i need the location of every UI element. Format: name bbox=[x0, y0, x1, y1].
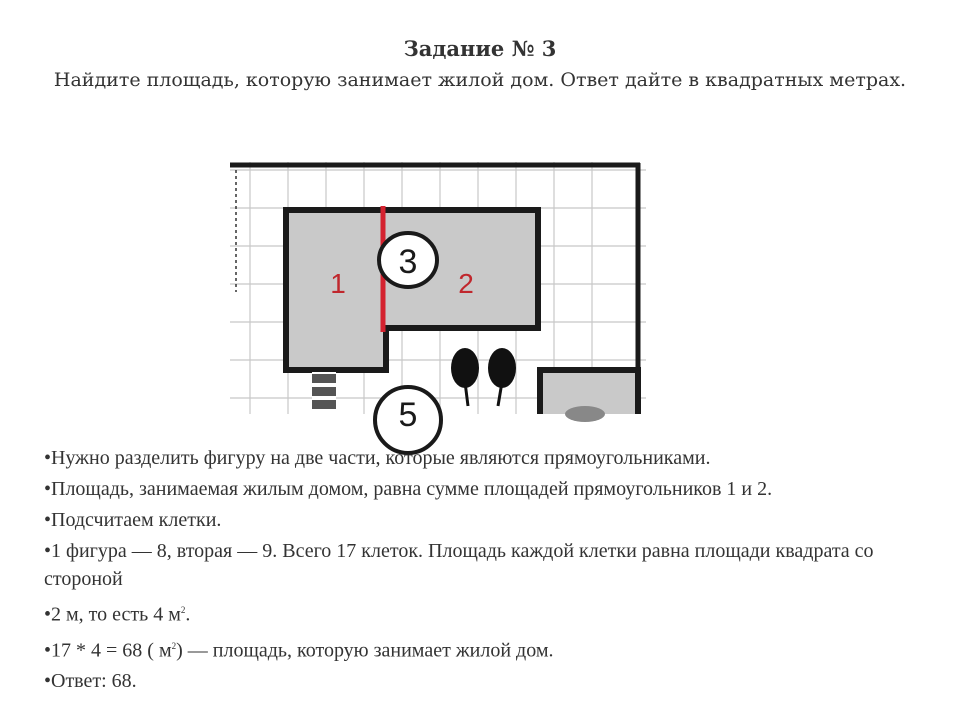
superscript-2: 2 bbox=[171, 640, 177, 651]
circle-3-label: 3 bbox=[398, 243, 418, 281]
side-building-mark bbox=[565, 406, 605, 422]
solution-line-text: •2 м, то есть 4 м bbox=[44, 603, 181, 626]
solution-list bbox=[44, 444, 944, 695]
superscript-2: 2 bbox=[180, 605, 186, 615]
solution-line: •Подсчитаем клетки. bbox=[44, 509, 222, 531]
solution-line-tail: . bbox=[185, 603, 191, 626]
tree-icon bbox=[451, 348, 479, 406]
part-1-label: 1 bbox=[330, 268, 346, 299]
house-plan-svg bbox=[230, 162, 646, 434]
task-title: Задание № 3 bbox=[403, 36, 557, 61]
part-2-label: 2 bbox=[458, 268, 474, 299]
circle-5-label: 5 bbox=[398, 396, 418, 434]
solution-line: •Площадь, занимаемая жилым домом, равна сумме площадей прямоугольников 1 и 2. bbox=[44, 478, 773, 500]
stairs-path bbox=[312, 372, 336, 414]
solution-line bbox=[44, 596, 944, 629]
tree-icon bbox=[488, 348, 516, 406]
house-plan-figure bbox=[230, 162, 646, 434]
task-header bbox=[0, 36, 960, 95]
solution-line: •Нужно разделить фигуру на две части, которые являются прямоугольниками. bbox=[44, 447, 711, 469]
task-question: Найдите площадь, которую занимает жилой дом. Ответ дайте в квадратных метрах. bbox=[53, 69, 907, 91]
solution-line: •1 фигура — 8, вторая — 9. Всего 17 клеток. Площадь каждой клетки равна площади квадрата со стороной bbox=[44, 540, 874, 590]
solution-line-text: •17 * 4 = 68 ( м bbox=[44, 639, 172, 662]
solution-line: •Ответ: 68. bbox=[44, 670, 137, 693]
solution-line-tail: ) — площадь, которую занимает жилой дом. bbox=[176, 639, 554, 662]
solution-line bbox=[44, 632, 944, 665]
